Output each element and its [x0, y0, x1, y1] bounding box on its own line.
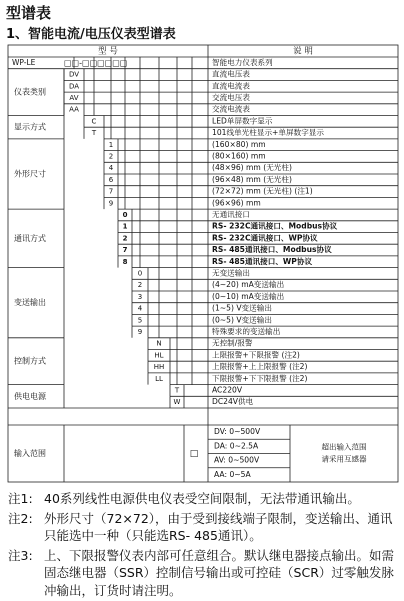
row-code: AV [69, 93, 79, 102]
range-note: 超出输入范围 [321, 442, 367, 452]
row-desc: 无通讯接口 [212, 209, 250, 219]
row-desc: LED单屏数字显示 [212, 116, 273, 126]
row-code: DV [68, 70, 80, 79]
row-desc: (48×96) mm (无光柱) [212, 163, 292, 173]
row-desc: (80×160) mm [212, 151, 266, 161]
row-code: T [91, 129, 97, 138]
row-desc: (72×72) mm (无光柱) (注1) [212, 186, 313, 196]
row-code: HH [153, 363, 165, 372]
row-desc: 交流电压表 [212, 92, 250, 102]
row-code: 9 [108, 199, 114, 208]
section-label-input: 输入范围 [14, 449, 46, 458]
row-code: 7 [122, 246, 128, 255]
row-code: 2 [108, 152, 114, 161]
row-desc: RS- 485通讯接口、Modbus协议 [212, 245, 332, 255]
section-label: 供电电源 [14, 391, 46, 401]
row-code: T [174, 386, 180, 395]
row-desc: (160×80) mm [212, 139, 266, 149]
row-code: C [91, 117, 97, 126]
row-desc: 上限报警+下限报警 (注2) [212, 350, 300, 360]
page-title: 型谱表 [6, 4, 52, 22]
note-2: 注2: 外形尺寸（72×72），由于受到接线端子限制，变送输出、通讯只能选中一种（只能选RS- 485通讯）。 [8, 510, 393, 543]
row-code: 1 [108, 140, 114, 149]
range-value: AA: 0~5A [214, 469, 251, 479]
model-code: WP-LE [12, 57, 36, 67]
row-desc: RS- 232C通讯接口、Modbus协议 [212, 221, 338, 231]
section-label: 仪表类别 [14, 87, 46, 97]
note-3: 注3: 上、下限报警仪表内部可任意组合。默认继电器接点输出。如需固态继电器（SSR）控制信号输出或可控硅（SCR）过零触发脉冲输出，订货时请注明。 [8, 547, 395, 598]
header-model: 型 号 [98, 46, 118, 57]
row-desc: (4~20) mA变送输出 [212, 280, 285, 290]
section-label: 控制方式 [14, 356, 46, 366]
row-desc: (96×48) mm (无光柱) [212, 174, 292, 184]
row-code: 1 [122, 222, 128, 231]
row-desc: DC24V供电 [212, 397, 254, 407]
row-code: 7 [108, 187, 114, 196]
row-desc: 无变送输出 [212, 268, 250, 278]
range-note: 请采用互感器 [321, 454, 367, 464]
row-code: DA [68, 82, 80, 91]
row-code: LL [155, 374, 163, 383]
range-value: DA: 0~2.5A [214, 441, 259, 451]
row-desc: (96×96) mm [212, 198, 261, 208]
row-code: 8 [122, 257, 128, 266]
row-desc: 智能电力仪表系列 [212, 57, 273, 67]
code-boxes: □□-□□□□□□ [64, 58, 128, 68]
row-code: 9 [137, 327, 143, 336]
row-code: 3 [137, 292, 143, 301]
row-desc: 无控制/报警 [212, 338, 253, 348]
row-desc: (1~5) V变送输出 [212, 303, 272, 313]
section-label: 变送输出 [14, 298, 46, 308]
range-value: DV: 0~500V [214, 427, 261, 437]
section-label: 外形尺寸 [14, 169, 46, 179]
section-label: 通讯方式 [14, 233, 46, 243]
row-desc: AC220V [212, 385, 243, 395]
row-code: 0 [137, 269, 143, 278]
row-code: 0 [122, 210, 128, 219]
table-frame [8, 45, 398, 482]
row-code: W [173, 398, 181, 407]
row-desc: (0~5) V变送输出 [212, 315, 272, 325]
row-code: 4 [137, 304, 143, 313]
row-desc: 特殊要求的变送输出 [212, 326, 281, 336]
page-subtitle: 1、智能电流/电压仪表型谱表 [6, 27, 176, 42]
row-code: 4 [108, 164, 114, 173]
header-desc: 说 明 [293, 46, 313, 57]
notes [8, 490, 400, 601]
row-code: 6 [108, 175, 114, 184]
row-code: N [156, 339, 162, 348]
row-desc: 直流电流表 [212, 81, 250, 91]
row-code: HL [154, 351, 164, 360]
row-desc: (0~10) mA变送输出 [212, 291, 285, 301]
row-desc: 下限报警+下下限报警 (注2) [212, 373, 308, 383]
row-desc: 直流电压表 [212, 69, 250, 79]
row-desc: 交流电流表 [212, 104, 250, 114]
row-code: 5 [137, 316, 143, 325]
row-desc: RS- 232C通讯接口、WP协议 [212, 233, 318, 243]
section-label: 显示方式 [14, 122, 46, 132]
row-desc: RS- 485通讯接口、WP协议 [212, 256, 313, 266]
range-value: AV: 0~500V [214, 455, 260, 465]
note-1: 注1: 40系列线性电源供电仪表受空间限制，无法带通讯输出。 [8, 491, 360, 506]
row-code: 2 [122, 234, 128, 243]
range-box: □ [189, 449, 199, 459]
row-desc: 上限报警+上上限报警 (注2) [212, 362, 308, 372]
row-code: AA [69, 105, 79, 114]
row-code: 2 [137, 281, 143, 290]
row-desc: 101线单光柱显示+单屏数字显示 [212, 128, 324, 138]
